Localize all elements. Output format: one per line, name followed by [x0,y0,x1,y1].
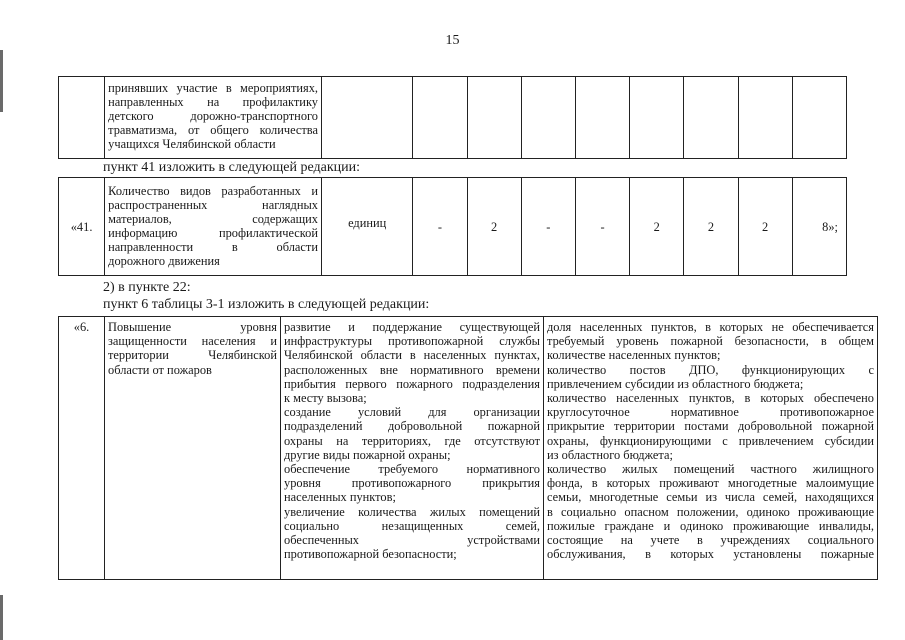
page-number: 15 [445,33,460,48]
value-cell [684,77,738,159]
value-cell [413,77,467,159]
value-cell: - [521,178,575,276]
indicator-line: из областного бюджета; [547,447,673,462]
task-line: инфраструктуры противопожарной службы [284,334,540,349]
indicator-cell [105,178,322,276]
indicator-line: обслуживания, в которых установлены пожарные [547,547,874,562]
table-3-1-item-6 [58,316,878,580]
value-cell: - [575,178,629,276]
value-cell [521,77,575,159]
goal-line: Повышение уровня [108,320,277,334]
indicator-line: распространенных наглядных [108,198,318,212]
value-cell [575,77,629,159]
instruction-41: пункт 41 изложить в следующей редакции: [103,160,360,175]
item-number: «6. [59,317,105,580]
indicator-line: принявших участие в мероприятиях, [108,81,318,95]
indicator-line: дорожного движения [108,254,220,268]
indicator-line: материалов, содержащих [108,212,318,226]
indicators-cell [544,317,878,580]
table-continuation [58,76,847,159]
instruction-table-3-1: пункт 6 таблицы 3-1 изложить в следующей редакции: [103,297,430,312]
value-cell: 2 [630,178,684,276]
task-line: прибытия первого пожарного подразделения [284,376,540,391]
item-number: «41. [59,178,105,276]
task-line: развитие и поддержание существующей [284,320,540,334]
value-cell: 2 [467,178,521,276]
indicator-line: травматизма, от общего количества [108,123,318,137]
indicator-line: фонда, в которых проживают многодетные малоимущие [547,476,874,491]
value-cell [738,77,792,159]
indicator-line: требуемый уровень пожарной безопасности, в общем [547,334,874,349]
scan-edge-bottom [0,595,3,640]
task-line: обеспеченных устройствами [284,533,540,548]
value-cell: 8»; [792,178,846,276]
goal-line: защищенности населения и [108,334,277,349]
indicator-line: количество населенных пунктов, в которых обеспечено [547,391,874,406]
tasks-cell [281,317,544,580]
indicator-line: количество постов ДПО, функционирующих с [547,362,874,377]
task-line: к месту вызова; [284,391,367,406]
indicator-line: пожилые граждане и одиноко проживающие инвалиды, [547,518,874,533]
task-line: населенных пунктов; [284,490,396,505]
goal-line: области от пожаров [108,362,212,377]
number-cell [59,77,105,159]
indicator-line: количестве населенных пунктов; [547,348,721,363]
indicator-line: охраны, функционирующими с привлечением субсидии [547,433,874,448]
task-line: охраны на территориях, где отсутствуют [284,433,540,448]
indicator-line: Количество видов разработанных и [108,184,318,198]
value-cell [792,77,846,159]
goal-cell [105,317,281,580]
task-line: уровня противопожарного прикрытия [284,476,540,491]
indicator-line: информацию профилактической [108,226,318,240]
goal-line: территории Челябинской [108,348,277,363]
unit-cell [321,77,412,159]
table-row [59,77,847,159]
scan-edge-top [0,50,3,112]
indicator-line: количество жилых помещений частного жилищного [547,462,874,477]
indicator-line: доля населенных пунктов, в которых не обеспечивается [547,320,874,334]
table-item-41 [58,177,847,276]
indicator-line: состоящие на учете в учреждениях социального [547,533,874,548]
task-line: расположенных вне нормативного времени [284,362,540,377]
indicator-line: семьи, многодетные семьи из числа семей, находящихся [547,490,874,505]
value-cell: 2 [738,178,792,276]
indicator-cell [105,77,322,159]
value-cell [467,77,521,159]
table-row [59,178,847,276]
indicator-line: детского дорожно-транспортного [108,109,318,123]
unit-cell: единиц [321,178,412,276]
table-row [59,317,878,580]
indicator-line: направленных на профилактику [108,95,318,109]
task-line: другие виды пожарной охраны; [284,447,451,462]
value-cell: 2 [684,178,738,276]
task-line: увеличение количества жилых помещений [284,504,540,519]
indicator-line: в социально опасном положении, одиноко проживающие [547,504,874,519]
task-line: Челябинской области в населенных пунктах, [284,348,540,363]
indicator-line: направленности в области [108,240,318,254]
task-line: создание условий для организации [284,405,540,420]
indicator-line: прикрытие территории постами добровольной пожарной [547,419,874,434]
instruction-item-22: 2) в пункте 22: [103,280,191,295]
task-line: социально незащищенных семей, [284,518,540,533]
value-cell: - [413,178,467,276]
task-line: подразделений добровольной пожарной [284,419,540,434]
indicator-line: учащихся Челябинской области [108,137,276,151]
value-cell [630,77,684,159]
indicator-line: круглосуточное нормативное противопожарное [547,405,874,420]
task-line: противопожарной безопасности; [284,547,457,562]
task-line: обеспечение требуемого нормативного [284,462,540,477]
indicator-line: привлечением субсидии из областного бюджета; [547,376,804,391]
